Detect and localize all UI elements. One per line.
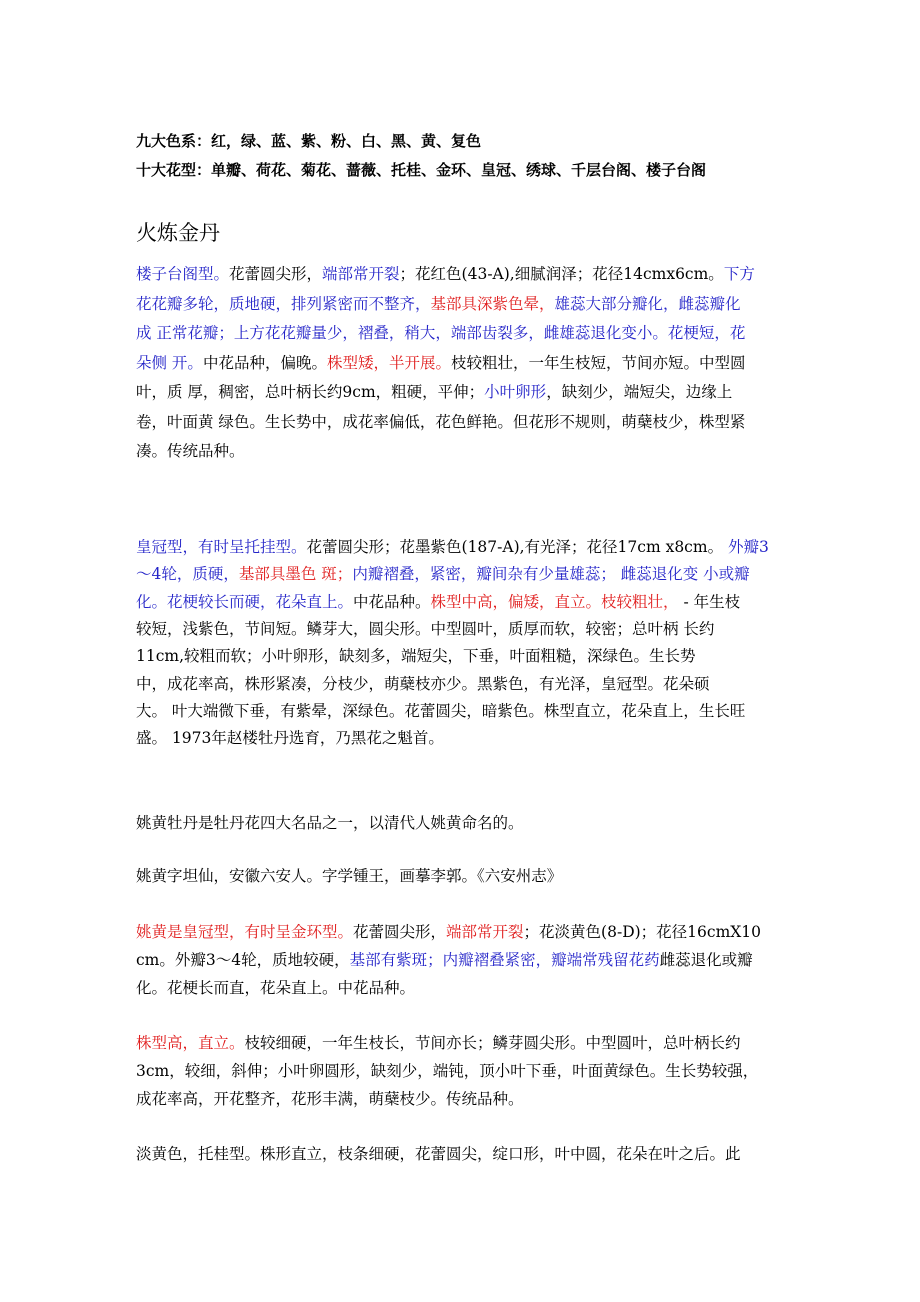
text-segment: - 年生枝 [678,592,741,611]
text-segment: cm。外瓣3～4轮，质地较硬， [136,951,350,969]
yaohuang-intro: 姚黄牡丹是牡丹花四大名品之一，以清代人姚黄命名的。 [136,814,524,832]
text-segment: 楼子台阁型。 [136,265,230,283]
text-segment: 成花率高，开花整齐，花形丰满，萌蘖枝少。传统品种。 [136,1090,524,1108]
text-segment: 雌蕊退化或瓣 [659,951,753,969]
text-segment: 盛。 1973年赵楼牡丹选育，乃黑花之魁首。 [136,729,444,748]
text-segment: 成 正常花瓣；上方花花瓣量少，褶叠，稍大，端部齿裂多，雌雄蕊退化变小。花梗短，花 [136,324,746,342]
text-segment: 卷，叶面黄 绿色。生长势中，成花率偏低，花色鲜艳。但花形不规则，萌蘖枝少，株型紧 [136,412,746,431]
text-line [136,1089,524,1109]
text-segment: 内瓣褶叠，紧密，瓣间杂有少量雄蕊； 雌蕊退化变 小或瓣 [352,565,750,584]
text-segment: 枝较粗壮，一年生枝短，节间亦短。中型圆 [450,353,746,372]
section-title: 火炼金丹 [136,221,220,245]
text-segment: 11cm,较粗而软；小叶卵形，缺刻多，端短尖，下垂，叶面粗糙，深绿色。生长势 [136,647,696,666]
text-segment: ；花淡黄色(8-D)；花径16cmX10 [523,923,762,941]
text-line [136,412,745,432]
text-segment: 中花品种。 [353,592,431,611]
text-line [136,978,415,998]
text-line [136,537,769,557]
text-segment: 花花瓣多轮，质地硬，排列紧密而不整齐， [136,294,431,313]
text-line [136,646,696,666]
text-segment: 基部有紫斑； [349,951,443,969]
text-line [136,1061,758,1081]
text-segment: 较短，浅紫色，节间短。鳞芽大，圆尖形。中型圆叶，质厚而软，较密；总叶柄 长约 [136,619,715,638]
color-systems-line: 九大色系：红，绿、蓝、紫、粉、白、黑、黄、复色 [136,132,482,150]
text-segment: ～4轮，质硬， [136,565,239,584]
text-line [136,674,710,694]
text-segment: 小叶卵形 [484,383,547,401]
text-segment: 株型高，直立。 [136,1034,245,1052]
text-line [136,701,745,721]
text-segment: 雄蕊大部分瓣化，雌蕊瓣化 [554,294,741,313]
text-line [136,1033,741,1053]
text-segment: 朵侧 开。 [136,353,203,372]
text-segment: 中花品种，偏晚。 [202,353,327,372]
text-segment: 皇冠型，有时呈托挂型。 [136,538,307,556]
text-segment: 内瓣褶叠紧密，瓣端常残留花药 [442,951,660,969]
text-line [136,950,753,970]
text-segment: 大。 叶大端微下垂，有紫晕，深绿色。花蕾圆尖，暗紫色。株型直立，花朵直上，生长旺 [136,701,746,720]
last-line: 淡黄色，托桂型。株形直立，枝条细硬，花蕾圆尖，绽口形，叶中圆，花朵在叶之后。此 [136,1145,741,1163]
text-line [136,728,444,748]
text-line [136,619,714,639]
text-segment: 中，成花率高，株形紧凑，分枝少，萌蘖枝亦少。黑紫色，有光泽，皇冠型。花朵硕 [136,674,710,693]
text-segment: 端部常开裂 [322,265,400,283]
text-segment: 基部具深紫色晕， [430,294,555,313]
text-segment: 花蕾圆尖形， [229,265,323,283]
text-segment: 株型中高，偏矮，直立。枝较粗壮， [430,592,679,611]
text-segment: 姚黄是皇冠型，有时呈金环型。 [136,923,354,941]
text-line [136,441,245,461]
text-line [136,323,745,343]
yaohuang-note: 姚黄字坦仙，安徽六安人。字学锺王，画摹李郭。《六安州志》 [136,867,563,885]
text-line [136,382,732,402]
text-segment: ，缺刻少，端短尖，边缘上 [546,383,733,401]
text-segment: 3cm，较细，斜伸；小叶卵圆形，缺刻少，端钝，顶小叶下垂，叶面黄绿色。生长势较强， [136,1062,759,1080]
text-line [136,294,741,314]
text-line [136,592,740,612]
text-segment: 枝较细硬，一年生枝长，节间亦长；鳞芽圆尖形。中型圆叶，总叶柄长约 [244,1034,741,1052]
text-line [136,353,745,373]
text-segment: 外瓣3 [723,538,769,556]
text-segment: 基部具墨色 斑； [238,565,353,584]
text-segment: ；花红色(43-A),细腻润泽；花径14cmx6cm。 [399,265,724,283]
text-segment: 株型矮，半开展。 [326,353,451,372]
text-segment: 化。花梗长而直，花朵直上。中花品种。 [136,979,416,997]
text-segment: 叶，质 厚，稠密，总叶柄长约9cm，粗硬，平伸； [136,383,485,401]
text-segment: 凑。传统品种。 [136,442,245,460]
text-line [136,564,750,584]
text-segment: 化。花梗较长而硬，花朵直上。 [136,592,354,611]
flower-types-line: 十大花型：单瓣、荷花、菊花、蔷薇、托桂、金环、皇冠、绣球、千层台阁、楼子台阁 [136,161,707,179]
text-line [136,264,755,284]
text-line [136,922,761,942]
text-segment: 下方 [723,265,755,283]
text-segment: 花蕾圆尖形；花墨紫色(187-A),有光泽；花径17cm x8cm。 [306,538,724,556]
text-segment: 端部常开裂 [446,923,524,941]
text-segment: 花蕾圆尖形， [353,923,447,941]
